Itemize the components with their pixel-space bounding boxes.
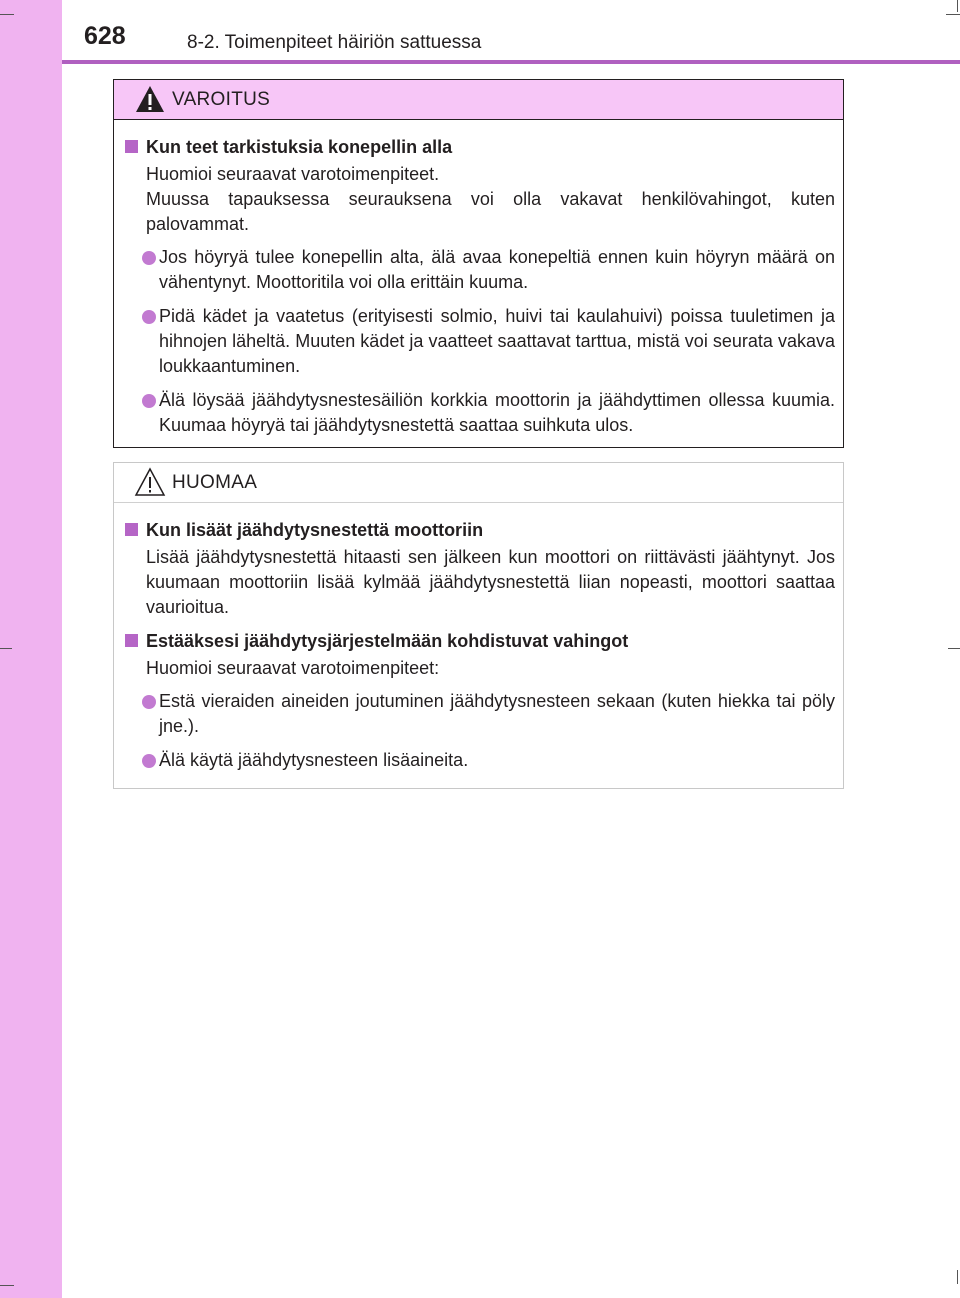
round-bullet-icon: [142, 754, 156, 768]
warning-triangle-outline-icon: [134, 467, 166, 497]
warning-intro-line1: Huomioi seuraavat varotoimenpiteet.: [146, 164, 440, 184]
round-bullet-icon: [142, 251, 156, 265]
round-bullet-icon: [142, 310, 156, 324]
notice-text-2: Huomioi seuraavat varotoimenpiteet:: [146, 658, 440, 678]
crop-mark: [957, 1270, 958, 1284]
warning-bullet: Pidä kädet ja vaatetus (erityisesti solmio, huivi tai kaulahuivi) poissa tuuletimen ja hihnojen läheltä. Muuten kädet ja vaatteet saattavat tarttua, mistä voi seurata vakava loukkaantuminen.: [122, 304, 835, 379]
crop-mark: [948, 648, 960, 649]
square-bullet-icon: [125, 523, 138, 536]
warning-bullet: Jos höyryä tulee konepellin alta, älä avaa konepeltiä ennen kuin höyryn määrä on vähentynyt. Moottoritila voi olla erittäin kuuma.: [122, 245, 835, 295]
round-bullet-icon: [142, 394, 156, 408]
warning-triangle-icon: [134, 84, 166, 114]
notice-heading-2: Estääksesi jäähdytysjärjestelmään kohdistuvat vahingot: [122, 628, 835, 654]
crop-mark: [946, 14, 960, 15]
crop-mark: [0, 648, 12, 649]
square-bullet-icon: [125, 634, 138, 647]
side-tab-strip: [0, 0, 62, 1298]
square-bullet-icon: [125, 140, 138, 153]
notice-box: [113, 462, 844, 789]
notice-text-1: Lisää jäähdytysnestettä hitaasti sen jälkeen kun moottori on riittävästi jäähtynyt. Jos kuumaan moottoriin lisää kylmää jäähdytysnestettä liian nopeasti, moottori saattaa vaurioitua.: [146, 547, 835, 617]
section-title: 8-2. Toimenpiteet häiriön sattuessa: [187, 32, 482, 53]
notice-bullet: Estä vieraiden aineiden joutuminen jäähdytysnesteen sekaan (kuten hiekka tai pöly jne.).: [122, 689, 835, 739]
notice-box-header: [114, 463, 843, 503]
crop-mark: [957, 0, 958, 12]
warning-heading: Kun teet tarkistuksia konepellin alla: [122, 134, 835, 160]
warning-title: VAROITUS: [172, 89, 271, 110]
crop-mark: [0, 1285, 14, 1286]
crop-mark: [0, 14, 14, 15]
notice-title: HUOMAA: [172, 472, 258, 493]
notice-heading-1: Kun lisäät jäähdytysnestettä moottoriin: [122, 517, 835, 543]
warning-intro-line2: Muussa tapauksessa seurauksena voi olla vakavat henkilövahingot, kuten palovammat.: [146, 189, 835, 234]
page-number: 628: [84, 22, 126, 50]
notice-bullet: Älä käytä jäähdytysnesteen lisäaineita.: [122, 748, 835, 773]
warning-bullet: Älä löysää jäähdytysnestesäiliön korkkia moottorin ja jäähdyttimen ollessa kuumia. Kuumaa höyryä tai jäähdytysnestettä saattaa suihkuta ulos.: [122, 388, 835, 438]
warning-box: [113, 79, 844, 448]
warning-box-header: [114, 80, 843, 120]
header-rule: [62, 60, 960, 64]
round-bullet-icon: [142, 695, 156, 709]
